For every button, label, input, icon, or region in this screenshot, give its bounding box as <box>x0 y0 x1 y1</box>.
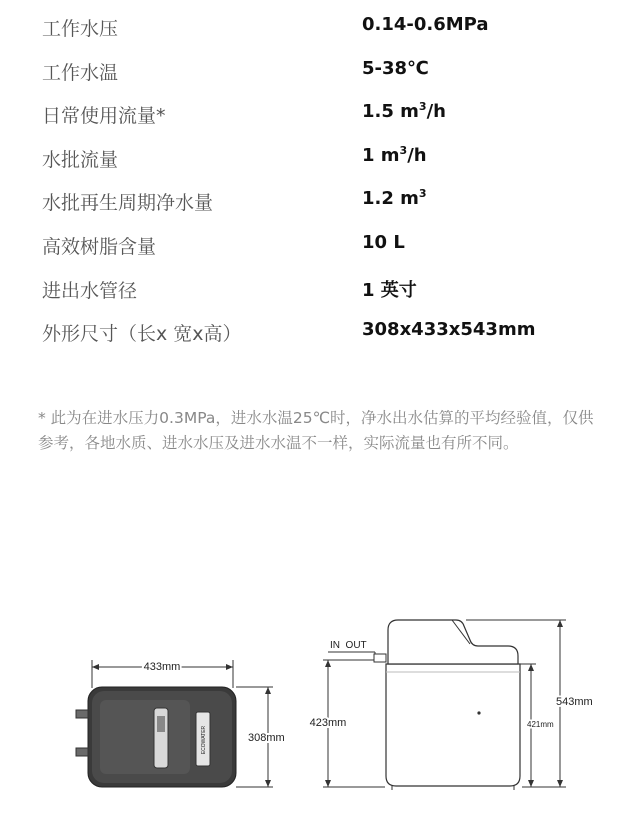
spec-row <box>42 311 622 355</box>
cabinet-body <box>386 664 520 786</box>
arrow-head <box>226 664 233 670</box>
arrow-head <box>325 780 331 787</box>
indicator-dot <box>477 711 480 714</box>
spec-label: 工作水温 <box>42 61 119 84</box>
spec-row <box>42 137 622 181</box>
depth-label: 308mm <box>248 732 285 744</box>
spec-label: 高效树脂含量 <box>42 235 157 258</box>
outlet-pipe <box>76 748 88 756</box>
display <box>157 716 165 732</box>
spec-row <box>42 50 622 94</box>
spec-value <box>362 101 446 122</box>
spec-label: 水批再生周期净水量 <box>42 192 214 215</box>
arrow-head <box>265 687 271 694</box>
spec-label: 水批流量 <box>42 148 119 171</box>
arrow-head <box>265 780 271 787</box>
spec-row <box>42 180 622 224</box>
total-height-label: 543mm <box>556 696 593 708</box>
side-view <box>310 620 593 790</box>
pipe-connector <box>374 654 386 662</box>
spec-table <box>42 6 622 355</box>
superscript: 3 <box>399 143 408 157</box>
superscript: 3 <box>418 187 427 201</box>
spec-label: 工作水压 <box>42 18 119 40</box>
spec-row <box>42 6 622 50</box>
brand-logo-text: ECOWATER <box>201 725 207 755</box>
spec-value: 0.14-0.6MPa <box>362 14 489 35</box>
cabinet-lid <box>388 620 518 664</box>
arrow-head <box>325 660 331 667</box>
spec-row <box>42 268 622 312</box>
arrow-head <box>557 780 563 787</box>
spec-value <box>362 188 427 209</box>
in-out-label: IN OUT <box>330 640 367 651</box>
superscript: 3 <box>418 100 427 114</box>
inlet-pipe <box>76 710 88 718</box>
spec-value: 10 L <box>362 231 405 253</box>
width-label: 433mm <box>143 661 181 673</box>
inner-height-label: 421mm <box>527 720 554 729</box>
spec-value: 308x433x543mm <box>362 319 536 341</box>
arrow-head <box>528 664 534 671</box>
value-suffix: /h <box>407 144 427 166</box>
spec-label: 进出水管径 <box>42 279 138 302</box>
value-number: 1.5 m <box>362 101 419 123</box>
arrow-head <box>92 664 99 670</box>
spec-value <box>362 145 427 166</box>
spec-row <box>42 224 622 268</box>
spec-label: 日常使用流量* <box>42 105 166 128</box>
spec-value: 1 英寸 <box>362 279 417 301</box>
dimension-diagram <box>0 600 644 829</box>
footnote: * 此为在进水压力0.3MPa，进水水温25℃时，净水出水估算的平均经验值，仅供参考，各地水质、进水水压及进水水温不一样，实际流量也有所不同。 <box>38 409 594 452</box>
spec-row <box>42 93 622 137</box>
unit-lid <box>100 700 190 774</box>
spec-label: 外形尺寸（长x 宽x高） <box>42 323 242 346</box>
arrow-head <box>528 780 534 787</box>
value-suffix: /h <box>426 101 446 123</box>
side-height-label: 423mm <box>309 717 347 729</box>
spec-value: 5-38℃ <box>362 57 429 79</box>
value-number: 1 m <box>362 144 400 166</box>
top-view <box>76 660 285 787</box>
arrow-head <box>557 620 563 627</box>
value-number: 1.2 m <box>362 188 419 210</box>
